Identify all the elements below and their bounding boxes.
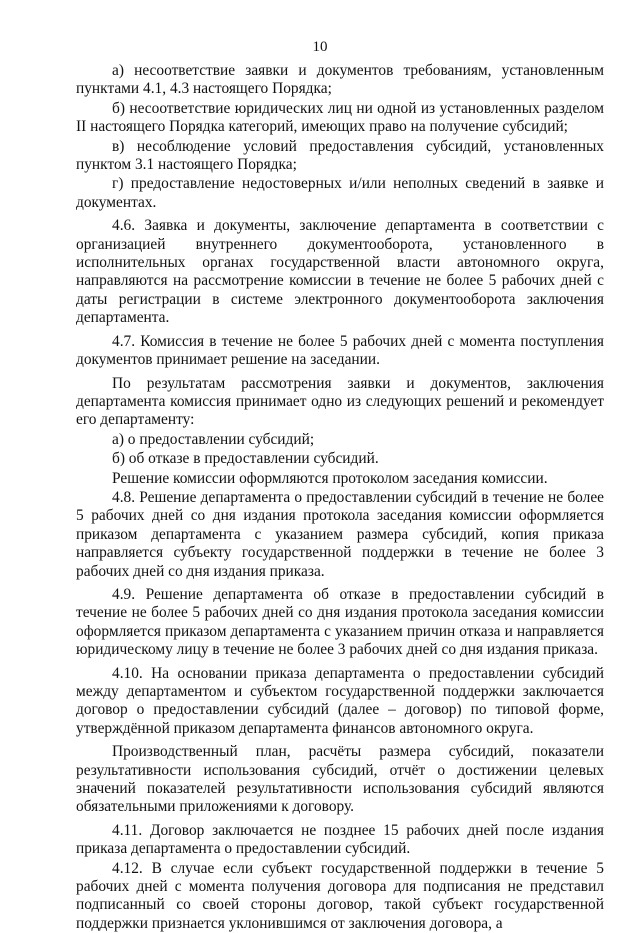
paragraph-decision-a: а) о предоставлении субсидий; bbox=[112, 430, 315, 448]
paragraph-commission-decisions: По результатам рассмотрения заявки и документов, заключения департамента комиссия принимает одно из следующих решений и рекомендует его департаменту: bbox=[76, 374, 604, 429]
paragraph-4-5-d: г) предоставление недостоверных и/или неполных сведений в заявке и документах. bbox=[76, 175, 604, 211]
paragraph-protocol: Решение комиссии оформляются протоколом заседания комиссии. bbox=[112, 469, 548, 487]
paragraph-4-5-b: б) несоответствие юридических лиц ни одной из установленных разделом II настоящего Порядка категорий, имеющих право на получение субсидий; bbox=[76, 99, 604, 136]
paragraph-4-11: 4.11. Договор заключается не позднее 15 рабочих дней после издания приказа департамента о предоставлении субсидий. bbox=[76, 821, 604, 858]
paragraph-4-8: 4.8. Решение департамента о предоставлении субсидий в течение не более 5 рабочих дней со дня издания протокола заседания комиссии оформляется приказом департамента с указанием размера субсидий, копия приказа направляется субъекту государственной поддержки в течение не более 3 рабочих дней со дня издания приказа. bbox=[76, 488, 604, 580]
paragraph-4-6: 4.6. Заявка и документы, заключение департамента в соответствии с организацией внутреннего документооборота, установленного в исполнительных органах государственной власти автономного округа, направляются на рассмотрение комиссии в течение не более 5 рабочих дней с даты регистрации в системе электронного документооборота заключения департамента. bbox=[76, 217, 604, 327]
paragraph-4-10: 4.10. На основании приказа департамента о предоставлении субсидий между департаментом и субъектом государственной поддержки заключается договор о предоставлении субсидий (далее – договор) по типовой форме, утверждённой приказом департамента финансов автономного округа. bbox=[76, 664, 604, 737]
paragraph-decision-b: б) об отказе в предоставлении субсидий. bbox=[112, 450, 379, 468]
paragraph-4-12: 4.12. В случае если субъект государственной поддержки в течение 5 рабочих дней с момента получения договора для подписания не представил подписанный со своей стороны договор, такой субъект государственной поддержки признается уклонившимся от заключения договора, а bbox=[76, 859, 604, 932]
paragraph-4-5-c: в) несоблюдение условий предоставления субсидий, установленных пунктом 3.1 настоящего Порядка; bbox=[76, 137, 604, 174]
paragraph-4-7: 4.7. Комиссия в течение не более 5 рабочих дней с момента поступления документов принимает решение на заседании. bbox=[76, 332, 604, 369]
page-number: 10 bbox=[312, 39, 328, 55]
paragraph-4-5-a: а) несоответствие заявки и документов требованиям, установленным пунктами 4.1, 4.3 настоящего Порядка; bbox=[76, 62, 604, 98]
document-body bbox=[76, 62, 604, 933]
paragraph-4-9: 4.9. Решение департамента об отказе в предоставлении субсидий в течение не более 5 рабочих дней со дня издания протокола заседания комиссии оформляется приказом департамента с указанием причин отказа и направляется юридическому лицу в течение не более 3 рабочих дней со дня издания приказа. bbox=[76, 585, 604, 659]
paragraph-contract-annexes: Производственный план, расчёты размера субсидий, показатели результативности использования субсидий, отчёт о достижении целевых значений показателей результативности использования субсидий являются обязательными приложениями к договору. bbox=[76, 743, 604, 816]
